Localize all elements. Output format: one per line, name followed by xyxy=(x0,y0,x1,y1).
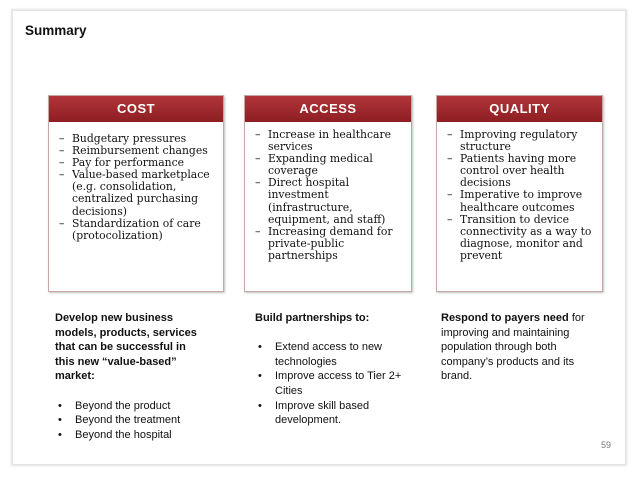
list-item: – Improving regulatory structure xyxy=(447,129,596,153)
cost-summary-intro: Develop new business models, products, services that can be successful in this new “value-based” market: xyxy=(55,312,197,383)
quality-panel xyxy=(436,95,603,292)
list-item: • Beyond the hospital xyxy=(55,428,205,443)
quality-summary xyxy=(441,311,596,384)
access-summary xyxy=(255,311,415,428)
cost-panel-header: COST xyxy=(49,96,223,122)
slide xyxy=(12,10,626,465)
list-item: – Pay for performance xyxy=(59,157,217,169)
access-panel-list xyxy=(245,122,411,262)
list-item: – Increase in healthcare services xyxy=(255,129,405,153)
list-item: – Imperative to improve healthcare outcomes xyxy=(447,189,596,213)
list-item: – Increasing demand for private-public partnerships xyxy=(255,226,405,262)
list-item: – Value-based marketplace (e.g. consolidation, centralized purchasing decisions) xyxy=(59,169,217,217)
list-item: – Reimbursement changes xyxy=(59,145,217,157)
access-panel-header: ACCESS xyxy=(245,96,411,122)
list-item: – Transition to device connectivity as a way to diagnose, monitor and prevent xyxy=(447,214,596,262)
cost-panel xyxy=(48,95,224,292)
quality-summary-intro-bold: Respond to payers need xyxy=(441,312,569,324)
quality-summary-intro-rest: for improving and maintaining population through both company’s products and its brand. xyxy=(441,312,585,383)
access-summary-bullets xyxy=(255,340,415,428)
list-item: – Expanding medical coverage xyxy=(255,153,405,177)
list-item: – Standardization of care (protocolization) xyxy=(59,218,217,242)
list-item: • Extend access to new technologies xyxy=(255,340,415,369)
quality-panel-header: QUALITY xyxy=(437,96,602,122)
list-item: – Direct hospital investment (infrastructure, equipment, and staff) xyxy=(255,177,405,225)
slide-title: Summary xyxy=(25,23,87,38)
list-item: • Beyond the product xyxy=(55,399,205,414)
cost-summary xyxy=(55,311,205,442)
list-item: • Beyond the treatment xyxy=(55,413,205,428)
access-summary-intro: Build partnerships to: xyxy=(255,312,370,324)
cost-summary-bullets xyxy=(55,399,205,443)
list-item: • Improve skill based development. xyxy=(255,399,415,428)
cost-panel-list xyxy=(49,122,223,242)
list-item: – Budgetary pressures xyxy=(59,133,217,145)
quality-panel-list xyxy=(437,122,602,262)
access-panel xyxy=(244,95,412,292)
page-number: 59 xyxy=(600,440,611,450)
list-item: – Patients having more control over health decisions xyxy=(447,153,596,189)
list-item: • Improve access to Tier 2+ Cities xyxy=(255,369,415,398)
